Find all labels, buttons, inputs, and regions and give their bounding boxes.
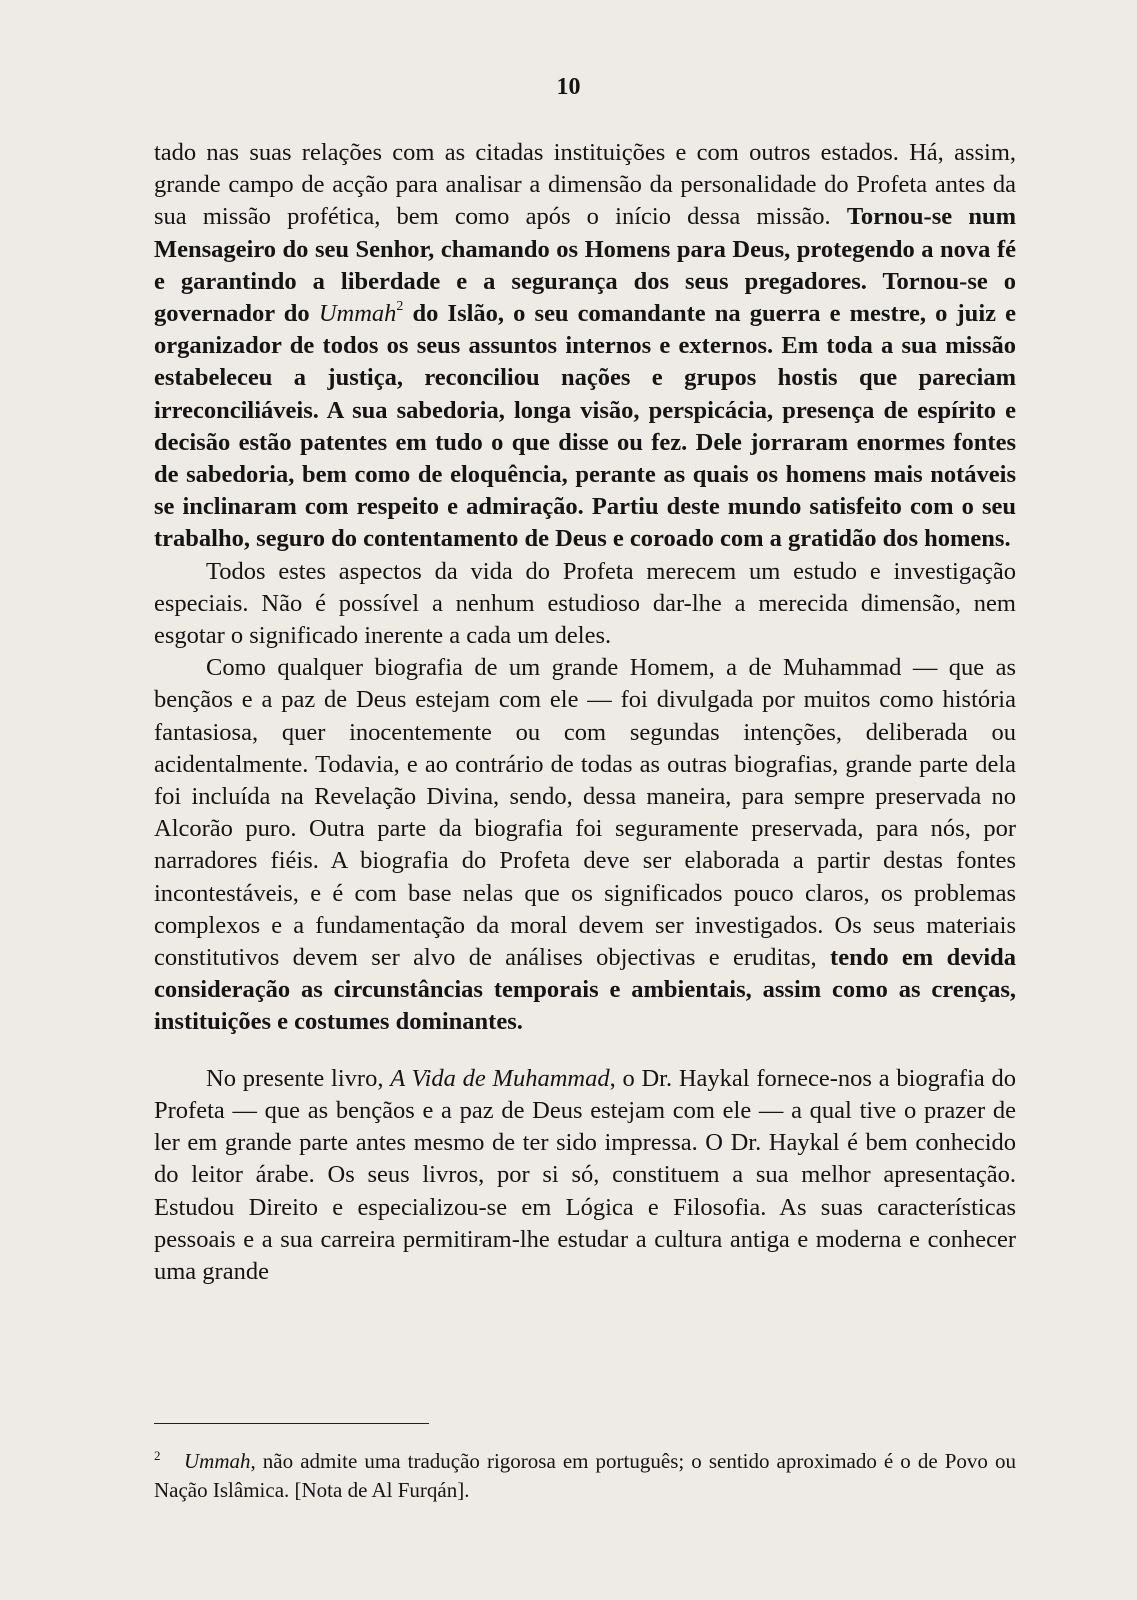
footnote-reference: 2 bbox=[396, 298, 404, 314]
paragraph bbox=[154, 556, 1016, 653]
paragraph bbox=[154, 1063, 1016, 1288]
paragraph bbox=[154, 137, 1016, 556]
body-text bbox=[154, 137, 1016, 1288]
footnote-text: , não admite uma tradução rigorosa em português; o sentido aproximado é o de Povo ou Nação Islâmica. [Nota de Al Furqán]. bbox=[154, 1449, 1016, 1502]
text-segment: Todos estes aspectos da vida do Profeta merecem um estudo e investigação especiais. Não é possível a nenhum estudioso dar-lhe a merecida dimensão, nem esgotar o significado inerente a cada um deles. bbox=[154, 557, 1016, 650]
text-segment: Como qualquer biografia de um grande Homem, a de Muhammad — que as bençãos e a paz de Deus estejam com ele — foi divulgada por muitos como história fantasiosa, quer inocentemente ou com segundas intenções, deliberada ou acidentalmente. Todavia, e ao contrário de todas as outras biografias, grande parte dela foi incluída na Revelação Divina, sendo, dessa maneira, para sempre preservada no Alcorão puro. Outra parte da biografia foi seguramente preservada, para nós, por narradores fiéis. A biografia do Profeta deve ser elaborada a partir destas fontes incontestáveis, e é com base nelas que os significados pouco claros, os problemas complexos e a fundamentação da moral devem ser investigados. Os seus materiais constitutivos devem ser alvo de análises objectivas e eruditas, bbox=[154, 654, 1016, 972]
paragraph bbox=[154, 652, 1016, 1038]
text-segment: A Vida de Muhammad bbox=[390, 1064, 610, 1092]
footnote-term: Ummah bbox=[184, 1449, 251, 1473]
footnote: 2 Ummah, não admite uma tradução rigorosa em português; o sentido aproximado é o de Povo ou Nação Islâmica. [Nota de Al Furqán]. bbox=[154, 1448, 1016, 1502]
page-number: 10 bbox=[556, 74, 581, 100]
text-segment: tado nas suas relações com as citadas instituições e com outros estados. Há, assim, grande campo de acção para analisar a dimensão da personalidade do Profeta antes da sua missão profética, bem como após o início dessa missão. bbox=[154, 139, 1016, 231]
text-segment: tendo em devida consideração as circunstâncias temporais e ambientais, assim como as crenças, instituições e costumes dominantes. bbox=[154, 944, 1017, 1036]
text-segment: , o Dr. Haykal fornece-nos a biografia do Profeta — que as bençãos e a paz de Deus estejam com ele — a qual tive o prazer de ler em grande parte antes mesmo de ter sido impressa. O Dr. Haykal é bem conhecido do leitor árabe. Os seus livros, por si só, constituem a sua melhor apresentação. Estudou Direito e especializou-se em Lógica e Filosofia. As suas características pessoais e a sua carreira permitiram-lhe estudar a cultura antiga e moderna e conhecer uma grande bbox=[154, 1064, 1016, 1285]
text-segment: Tornou-se num Mensageiro do seu Senhor, chamando os Homens para Deus, protegendo a nova fé e garantindo a liberdade e a segurança dos seus pregadores. Tornou-se o governador do bbox=[154, 203, 1016, 328]
footnote-divider bbox=[154, 1423, 429, 1424]
text-segment: do Islão, o seu comandante na guerra e mestre, o juiz e organizador de todos os seus assuntos internos e externos. Em toda a sua missão estabeleceu a justiça, reconciliou nações e grupos hostis que pareciam irreconciliáveis. A sua sabedoria, longa visão, perspicácia, presença de espírito e decisão estão patentes em tudo o que disse ou fez. Dele jorraram enormes fontes de sabedoria, bem como de eloquência, perante as quais os homens mais notáveis se inclinaram com respeito e admiração. Partiu deste mundo satisfeito com o seu trabalho, seguro do contentamento de Deus e coroado com a gratidão dos homens. bbox=[154, 300, 1016, 553]
text-segment: Ummah bbox=[318, 300, 397, 328]
text-segment: No presente livro, bbox=[206, 1064, 391, 1092]
